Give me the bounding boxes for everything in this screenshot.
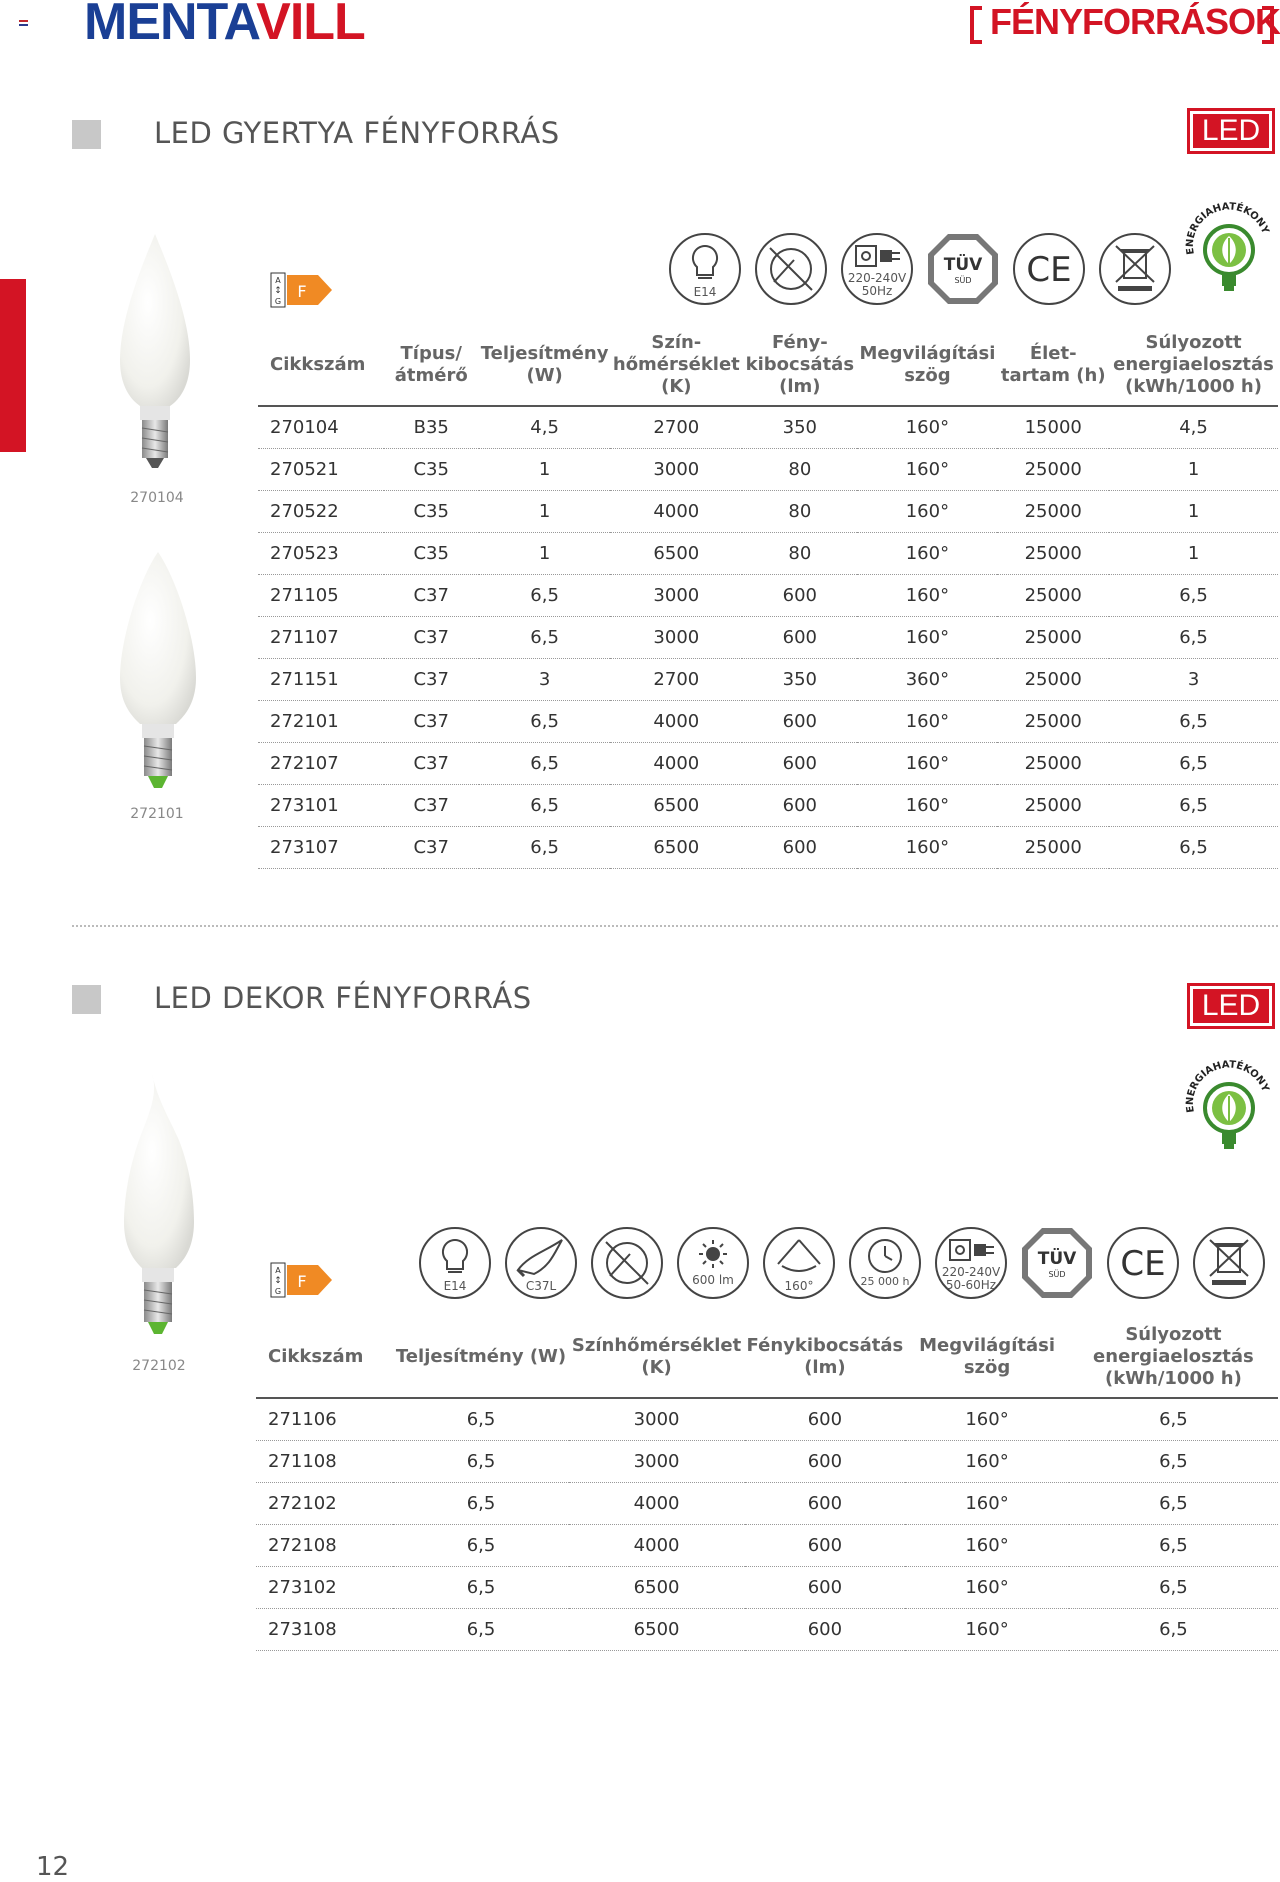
table-cell: 273101 xyxy=(258,785,384,827)
col-megvilagitasi-szog: Megvilágítási szög xyxy=(905,1322,1069,1398)
table-cell: 350 xyxy=(742,406,857,449)
energy-class-label xyxy=(270,272,334,308)
table-cell: 360° xyxy=(857,659,997,701)
table-cell: 80 xyxy=(742,533,857,575)
table-cell: 160° xyxy=(905,1398,1069,1441)
svg-text:TÜV: TÜV xyxy=(943,255,983,275)
svg-text:ENERGIAHATÉKONY: ENERGIAHATÉKONY xyxy=(1184,1059,1271,1114)
energy-efficient-badge xyxy=(1180,1050,1278,1160)
table-header-row xyxy=(256,1322,1278,1398)
flag-icon xyxy=(19,20,28,26)
col-tipus: Típus/ átmérő xyxy=(384,330,479,406)
table-cell: 6,5 xyxy=(1109,827,1278,869)
table-cell: B35 xyxy=(384,406,479,449)
energy-scale-top: A xyxy=(275,1266,281,1275)
table-cell: 6,5 xyxy=(1069,1398,1278,1441)
title-bracket-left xyxy=(970,6,982,44)
table-cell: 6,5 xyxy=(393,1609,568,1651)
product-image-candle-bulb xyxy=(110,548,206,798)
col-cikkszam: Cikkszám xyxy=(258,330,384,406)
table-cell: 1 xyxy=(479,449,611,491)
table-cell: 6,5 xyxy=(1109,575,1278,617)
table-cell: 6,5 xyxy=(393,1483,568,1525)
svg-text:TÜV: TÜV xyxy=(1037,1249,1077,1269)
table-cell: 80 xyxy=(742,491,857,533)
table-cell: 25000 xyxy=(997,701,1109,743)
col-szinhomerseklet: Szín- hőmérséklet (K) xyxy=(610,330,742,406)
table-cell: 4000 xyxy=(610,491,742,533)
table-cell: 160° xyxy=(857,406,997,449)
table-cell: 271105 xyxy=(258,575,384,617)
led-badge-label: LED xyxy=(1193,114,1269,148)
col-fenykibocsatas: Fény- kibocsátás (lm) xyxy=(742,330,857,406)
table-cell: 1 xyxy=(1109,533,1278,575)
table-cell: 160° xyxy=(905,1567,1069,1609)
sun-lumen-icon xyxy=(676,1226,750,1300)
table-cell: 6,5 xyxy=(1069,1525,1278,1567)
table-cell: 160° xyxy=(905,1483,1069,1525)
table-cell: 4,5 xyxy=(1109,406,1278,449)
energy-scale-bottom: G xyxy=(274,297,282,306)
table-cell: 160° xyxy=(857,533,997,575)
logo-part-vill: VILL xyxy=(256,0,365,51)
table-cell: 1 xyxy=(479,491,611,533)
col-megvilagitasi-szog: Megvilágítási szög xyxy=(857,330,997,406)
table-cell: 15000 xyxy=(997,406,1109,449)
feature-icons-row xyxy=(668,232,1168,312)
no-dimmer-icon xyxy=(754,232,828,306)
table-cell: 270521 xyxy=(258,449,384,491)
ce-mark-icon xyxy=(1012,232,1086,306)
table-cell: 6500 xyxy=(610,533,742,575)
power-plug-icon xyxy=(840,232,914,306)
col-teljesitmeny: Teljesítmény (W) xyxy=(479,330,611,406)
table-cell: 600 xyxy=(742,827,857,869)
energy-class-letter: F xyxy=(297,282,307,301)
table-row xyxy=(258,491,1278,533)
table-row xyxy=(258,406,1278,449)
table-row xyxy=(256,1525,1278,1567)
icon-caption: 25 000 h xyxy=(860,1275,910,1288)
table-cell: 6,5 xyxy=(479,701,611,743)
table-header-row xyxy=(258,330,1278,406)
table-cell: 25000 xyxy=(997,617,1109,659)
table-cell: 600 xyxy=(742,701,857,743)
svg-text:ENERGIAHATÉKONY: ENERGIAHATÉKONY xyxy=(1184,201,1271,256)
table-cell: 160° xyxy=(905,1441,1069,1483)
table-cell: C37 xyxy=(384,701,479,743)
led-badge xyxy=(1187,983,1275,1029)
bulb-c37l-icon xyxy=(504,1226,578,1300)
table-cell: 6,5 xyxy=(393,1525,568,1567)
table-cell: 3 xyxy=(1109,659,1278,701)
energy-scale-bottom: G xyxy=(274,1287,282,1296)
icon-caption: 160° xyxy=(784,1279,814,1293)
bulb-e14-icon xyxy=(418,1226,492,1300)
table-cell: 2700 xyxy=(610,406,742,449)
table-row xyxy=(258,785,1278,827)
table-cell: 600 xyxy=(742,575,857,617)
table-cell: 272108 xyxy=(256,1525,393,1567)
table-cell: C37 xyxy=(384,785,479,827)
col-elettartam: Élet- tartam (h) xyxy=(997,330,1109,406)
table-cell: C37 xyxy=(384,743,479,785)
table-cell: 6,5 xyxy=(1109,785,1278,827)
table-cell: 160° xyxy=(857,701,997,743)
table-row xyxy=(258,827,1278,869)
power-plug-icon xyxy=(934,1226,1008,1300)
table-cell: 160° xyxy=(857,827,997,869)
table-cell: 160° xyxy=(857,575,997,617)
table-row xyxy=(256,1398,1278,1441)
table-cell: 271151 xyxy=(258,659,384,701)
table-cell: C35 xyxy=(384,449,479,491)
table-cell: 600 xyxy=(745,1609,906,1651)
weee-bin-icon xyxy=(1192,1226,1266,1300)
table-cell: 25000 xyxy=(997,449,1109,491)
table-cell: 6,5 xyxy=(479,743,611,785)
table-row xyxy=(256,1483,1278,1525)
table-row xyxy=(258,449,1278,491)
table-cell: 25000 xyxy=(997,659,1109,701)
table-cell: C37 xyxy=(384,827,479,869)
col-cikkszam: Cikkszám xyxy=(256,1322,393,1398)
table-cell: 25000 xyxy=(997,827,1109,869)
icon-caption: E14 xyxy=(693,285,717,299)
table-cell: 6,5 xyxy=(393,1398,568,1441)
table-cell: 3000 xyxy=(610,449,742,491)
col-sulyozott-energia: Súlyozott energiaelosztás (kWh/1000 h) xyxy=(1069,1322,1278,1398)
table-cell: 160° xyxy=(857,617,997,659)
lifetime-clock-icon xyxy=(848,1226,922,1300)
table-cell: 160° xyxy=(857,743,997,785)
table-cell: 1 xyxy=(1109,491,1278,533)
side-accent-bar xyxy=(0,279,26,452)
table-row xyxy=(256,1609,1278,1651)
table-cell: 6,5 xyxy=(1109,701,1278,743)
table-cell: 25000 xyxy=(997,491,1109,533)
svg-text:↕: ↕ xyxy=(274,1276,282,1286)
table-cell: 3000 xyxy=(569,1441,745,1483)
table-cell: 1 xyxy=(1109,449,1278,491)
spec-table-decor xyxy=(256,1322,1278,1651)
table-cell: 6,5 xyxy=(1069,1567,1278,1609)
energy-class-letter: F xyxy=(297,1272,307,1291)
no-dimmer-icon xyxy=(590,1226,664,1300)
icon-caption: C37L xyxy=(525,1279,557,1293)
table-cell: 3000 xyxy=(610,617,742,659)
col-sulyozott-energia: Súlyozott energiaelosztás (kWh/1000 h) xyxy=(1109,330,1278,406)
table-cell: 600 xyxy=(742,785,857,827)
table-cell: 160° xyxy=(905,1609,1069,1651)
table-cell: 6,5 xyxy=(1069,1441,1278,1483)
table-cell: 4,5 xyxy=(479,406,611,449)
table-cell: C35 xyxy=(384,533,479,575)
table-cell: 3000 xyxy=(569,1398,745,1441)
icon-caption: 220-240V 50Hz xyxy=(847,271,907,298)
col-fenykibocsatas: Fénykibocsátás (lm) xyxy=(745,1322,906,1398)
table-cell: C37 xyxy=(384,617,479,659)
table-cell: 600 xyxy=(745,1567,906,1609)
table-cell: 271106 xyxy=(256,1398,393,1441)
table-cell: 6,5 xyxy=(1069,1483,1278,1525)
energy-efficient-badge xyxy=(1180,192,1278,302)
section-title: LED GYERTYA FÉNYFORRÁS xyxy=(154,116,560,150)
product-code-caption: 270104 xyxy=(130,490,184,506)
product-code-caption: 272102 xyxy=(132,1358,186,1374)
table-cell: 270523 xyxy=(258,533,384,575)
section-marker xyxy=(72,985,101,1014)
table-cell: 4000 xyxy=(569,1525,745,1567)
table-cell: 600 xyxy=(742,743,857,785)
table-cell: 25000 xyxy=(997,575,1109,617)
table-row xyxy=(258,659,1278,701)
table-cell: 271108 xyxy=(256,1441,393,1483)
product-code-caption: 272101 xyxy=(130,806,184,822)
table-cell: C37 xyxy=(384,575,479,617)
table-cell: 6500 xyxy=(610,785,742,827)
table-cell: 273107 xyxy=(258,827,384,869)
table-cell: 270104 xyxy=(258,406,384,449)
table-cell: 4000 xyxy=(610,743,742,785)
table-row xyxy=(258,701,1278,743)
logo-part-menta: MENTA xyxy=(84,0,257,51)
tuv-icon xyxy=(1020,1226,1094,1300)
tuv-icon xyxy=(926,232,1000,306)
table-row xyxy=(256,1441,1278,1483)
page-number: 12 xyxy=(36,1852,70,1882)
table-row xyxy=(258,575,1278,617)
col-szinhomerseklet: Színhőmérséklet (K) xyxy=(569,1322,745,1398)
led-badge xyxy=(1187,108,1275,154)
table-cell: 600 xyxy=(745,1525,906,1567)
table-cell: 6500 xyxy=(569,1609,745,1651)
table-row xyxy=(258,617,1278,659)
brand-logo xyxy=(84,0,365,51)
table-cell: 350 xyxy=(742,659,857,701)
table-cell: 25000 xyxy=(997,533,1109,575)
table-cell: 6,5 xyxy=(479,575,611,617)
table-cell: 160° xyxy=(905,1525,1069,1567)
table-cell: 2700 xyxy=(610,659,742,701)
table-cell: 6500 xyxy=(569,1567,745,1609)
bulb-e14-icon xyxy=(668,232,742,306)
table-cell: 271107 xyxy=(258,617,384,659)
beam-angle-icon xyxy=(762,1226,836,1300)
table-cell: 272101 xyxy=(258,701,384,743)
table-cell: 25000 xyxy=(997,743,1109,785)
table-cell: 6,5 xyxy=(1109,743,1278,785)
table-cell: 272102 xyxy=(256,1483,393,1525)
svg-text:SÜD: SÜD xyxy=(954,276,972,285)
ce-mark-icon xyxy=(1106,1226,1180,1300)
icon-caption: 220-240V 50-60Hz xyxy=(941,1265,1001,1292)
table-cell: 600 xyxy=(742,617,857,659)
table-cell: 6,5 xyxy=(479,617,611,659)
table-cell: 1 xyxy=(479,533,611,575)
table-cell: 273102 xyxy=(256,1567,393,1609)
icon-caption: 600 lm xyxy=(692,1273,734,1287)
table-row xyxy=(258,743,1278,785)
table-cell: 273108 xyxy=(256,1609,393,1651)
energy-class-label xyxy=(270,1262,334,1298)
energy-scale-top: A xyxy=(275,276,281,285)
table-cell: 600 xyxy=(745,1441,906,1483)
table-cell: 6,5 xyxy=(479,785,611,827)
table-cell: 6,5 xyxy=(1069,1609,1278,1651)
icon-caption: E14 xyxy=(443,1279,467,1293)
table-cell: 80 xyxy=(742,449,857,491)
table-cell: C37 xyxy=(384,659,479,701)
table-cell: 6,5 xyxy=(1109,617,1278,659)
svg-text:↕: ↕ xyxy=(274,286,282,296)
product-image-candle-bulb xyxy=(110,230,200,480)
table-cell: 6,5 xyxy=(393,1441,568,1483)
table-cell: 6500 xyxy=(610,827,742,869)
table-cell: C35 xyxy=(384,491,479,533)
table-cell: 6,5 xyxy=(479,827,611,869)
feature-icons-row xyxy=(418,1226,1278,1306)
table-cell: 6,5 xyxy=(393,1567,568,1609)
table-cell: 600 xyxy=(745,1483,906,1525)
table-cell: 4000 xyxy=(569,1483,745,1525)
table-cell: 270522 xyxy=(258,491,384,533)
table-cell: 160° xyxy=(857,491,997,533)
weee-bin-icon xyxy=(1098,232,1172,306)
svg-text:CE: CE xyxy=(1120,1244,1166,1284)
table-cell: 3000 xyxy=(610,575,742,617)
table-cell: 4000 xyxy=(610,701,742,743)
table-cell: 600 xyxy=(745,1398,906,1441)
svg-text:SÜD: SÜD xyxy=(1048,1270,1066,1279)
page-category-title: FÉNYFORRÁSOK xyxy=(990,1,1280,42)
table-row xyxy=(256,1567,1278,1609)
section-marker xyxy=(72,120,101,149)
table-cell: 25000 xyxy=(997,785,1109,827)
svg-text:CE: CE xyxy=(1026,250,1072,290)
section-divider xyxy=(72,925,1278,927)
table-row xyxy=(258,533,1278,575)
spec-table-candle xyxy=(258,330,1278,869)
table-cell: 160° xyxy=(857,449,997,491)
table-cell: 3 xyxy=(479,659,611,701)
section-title: LED DEKOR FÉNYFORRÁS xyxy=(154,981,532,1015)
table-cell: 272107 xyxy=(258,743,384,785)
product-image-flame-tip-bulb xyxy=(112,1072,204,1348)
table-cell: 160° xyxy=(857,785,997,827)
led-badge-label: LED xyxy=(1193,989,1269,1023)
col-teljesitmeny: Teljesítmény (W) xyxy=(393,1322,568,1398)
